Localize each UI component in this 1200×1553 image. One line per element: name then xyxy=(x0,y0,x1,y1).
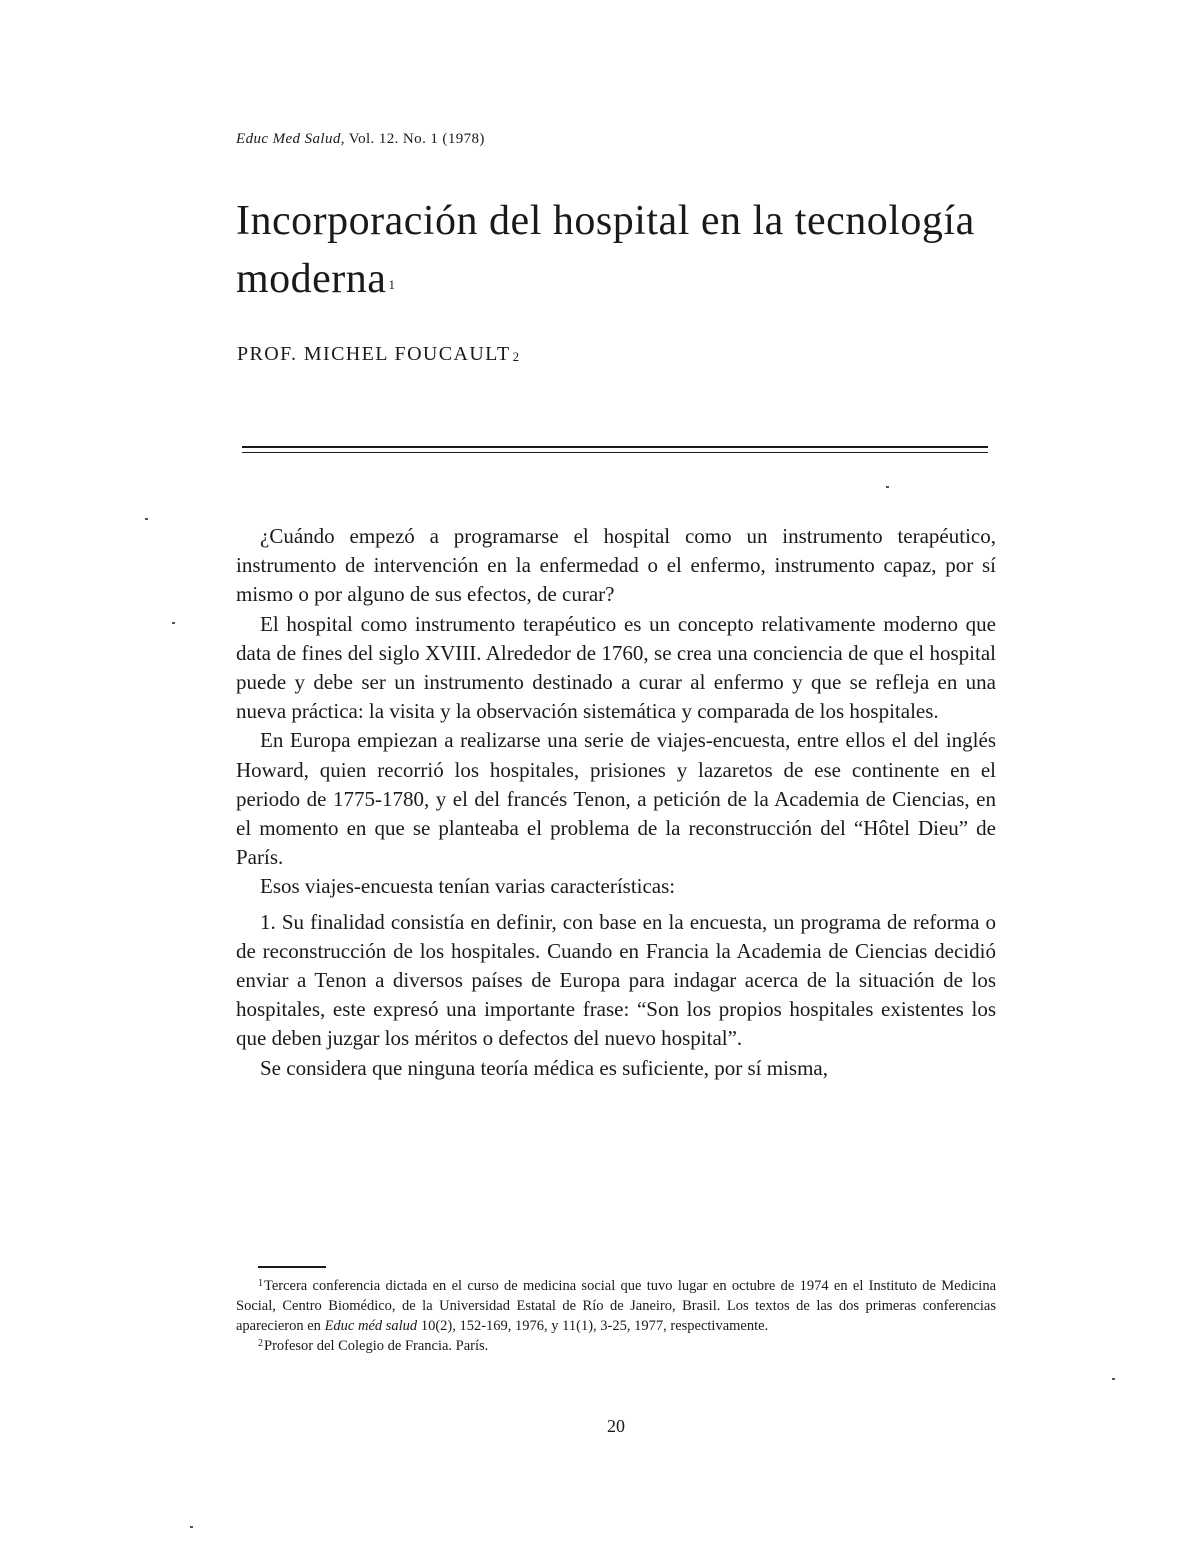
separator-rule-bottom xyxy=(242,452,988,453)
paragraph: 1. Su finalidad consistía en definir, con base en la encuesta, un programa de reforma o de reconstrucción de los hospitales. Cuando en Francia la Academia de Ciencias decidió enviar a Tenon a diversos países de Europa para indagar acerca de la situación de los hospitales, este expresó una importante frase: “Son los propios hospitales existentes los que deben juzgar los méritos o defectos del nuevo hospital”. xyxy=(236,909,996,1051)
article-title-text: Incorporación del hospital en la tecnología moderna xyxy=(236,198,975,302)
scan-speck xyxy=(886,486,889,488)
journal-details: Vol. 12. No. 1 (1978) xyxy=(344,131,485,147)
scan-speck xyxy=(172,622,175,624)
footnote-1-text-b: 10(2), 152-169, 1976, y 11(1), 3-25, 1977, respectivamente. xyxy=(417,1318,769,1334)
footnote-1 xyxy=(236,1276,996,1336)
paragraph: En Europa empiezan a realizarse una serie de viajes-encuesta, entre ellos el del inglés Howard, quien recorrió los hospitales, prisiones y lazaretos de ese continente en el periodo de 1775-1780, y el del francés Tenon, a petición de la Academia de Ciencias, en el momento en que se planteaba el problema de la reconstrucción del “Hôtel Dieu” de París. xyxy=(236,728,996,870)
page-number: 20 xyxy=(607,1416,625,1436)
footnotes xyxy=(236,1276,996,1356)
journal-name: Educ Med Salud, xyxy=(236,131,345,147)
author-footnote-marker: 2 xyxy=(512,349,521,364)
article-body xyxy=(236,522,996,1083)
author-line xyxy=(237,343,521,366)
article-title xyxy=(236,192,996,308)
journal-citation xyxy=(236,131,485,148)
paragraph: Esos viajes-encuesta tenían varias características: xyxy=(260,874,676,899)
footnote-1-text-a: Tercera conferencia dictada en el curso de medicina social que tuvo lugar en octubre de 1974 en el Instituto de Medicina Social, Centro Biomédico, de la Universidad Estatal de Río de Janeiro, Brasil. Los textos de las dos primeras conferencias aparecieron en xyxy=(236,1278,996,1334)
scan-speck xyxy=(1112,1378,1115,1380)
footnote-1-marker: 1 xyxy=(258,1278,263,1289)
title-footnote-marker: 1 xyxy=(388,277,396,292)
separator-rule-top xyxy=(242,446,988,448)
paragraph: El hospital como instrumento terapéutico es un concepto relativamente moderno que data de fines del siglo XVIII. Alrededor de 1760, se crea una conciencia de que el hospital puede y debe ser un instrumento destinado a curar al enfermo y que se refleja en una nueva práctica: la visita y la observación sistemática y comparada de los hospitales. xyxy=(236,611,996,724)
footnote-1-journal: Educ méd salud xyxy=(324,1318,418,1334)
footnote-2 xyxy=(236,1336,996,1356)
paragraph: Se considera que ninguna teoría médica es suficiente, por sí misma, xyxy=(260,1055,828,1080)
author-name: PROF. MICHEL FOUCAULT xyxy=(237,343,511,365)
footnote-2-marker: 2 xyxy=(258,1338,263,1349)
footnote-rule xyxy=(258,1266,326,1268)
scan-speck xyxy=(145,518,148,520)
scan-speck xyxy=(190,1526,193,1528)
paragraph: ¿Cuándo empezó a programarse el hospital como un instrumento terapéutico, instrumento de intervención en la enfermedad o el enfermo, instrumento capaz, por sí mismo o por alguno de sus efectos, de curar? xyxy=(236,524,996,607)
footnote-2-text: Profesor del Colegio de Francia. París. xyxy=(264,1338,489,1354)
